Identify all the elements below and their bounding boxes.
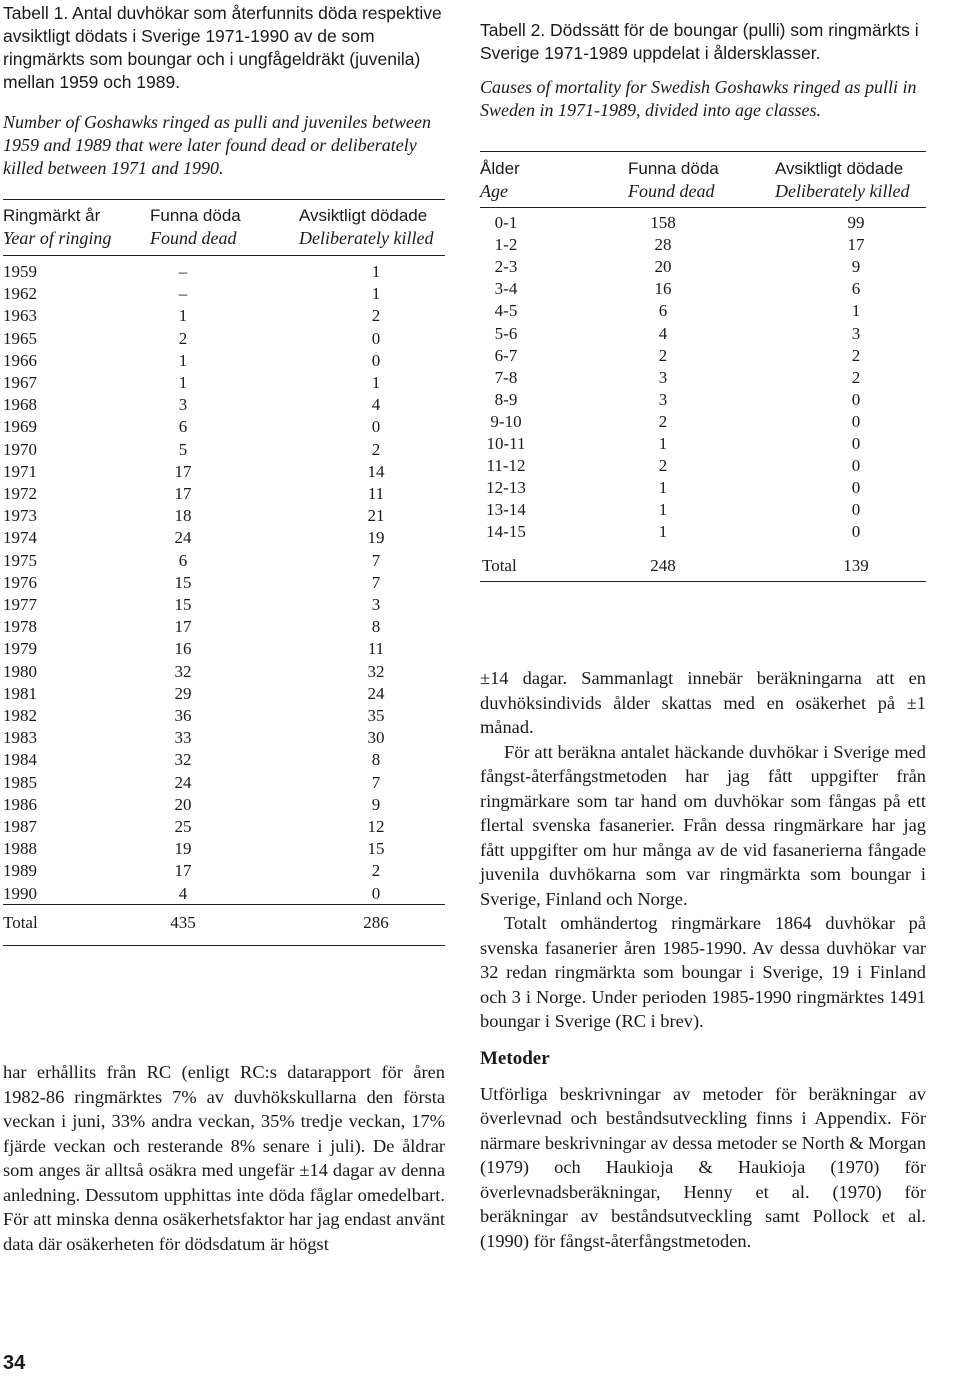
- table1-cell-killed: 7: [371, 772, 381, 792]
- table2-cell-found: 1: [658, 478, 668, 498]
- table1-cell-year: 1989: [3, 861, 37, 881]
- table1-cell-found: 3: [178, 395, 188, 415]
- table1-cell-found: 6: [178, 550, 188, 570]
- table1-cell-year: 1981: [3, 683, 37, 703]
- table1-cell-year: 1988: [3, 839, 37, 859]
- table1-cell-year: 1985: [3, 772, 37, 792]
- table1-col1-header-en: Year of ringing: [3, 228, 112, 248]
- table2-cell-age: 3-4: [494, 279, 518, 299]
- table1-cell-killed: 1: [371, 284, 381, 304]
- table1-cell-found: 17: [174, 861, 192, 881]
- table1-cell-found: 29: [174, 683, 192, 703]
- table1-cell-killed: 0: [371, 883, 381, 903]
- table2-cell-killed: 0: [851, 389, 861, 409]
- table1-cell-year: 1963: [3, 306, 37, 326]
- table2-cell-found: 28: [654, 235, 672, 255]
- table2-total-row: [480, 556, 926, 578]
- table1-cell-year: 1979: [3, 639, 37, 659]
- table1-cell-killed: 8: [371, 750, 381, 770]
- table1-cell-found: 15: [174, 572, 192, 592]
- table1-cell-year: 1974: [3, 528, 37, 548]
- table2-total-killed: 139: [843, 556, 869, 575]
- methods-heading: Metoder: [480, 1047, 550, 1069]
- table1-cell-killed: 24: [367, 683, 385, 703]
- table1-cell-year: 1975: [3, 550, 37, 570]
- table1-cell-found: 24: [174, 528, 192, 548]
- table1-cell-found: 32: [174, 661, 192, 681]
- table1-cell-found: 25: [174, 817, 192, 836]
- table1-cell-killed: 4: [371, 395, 381, 415]
- table2-cell-killed: 3: [851, 323, 861, 343]
- table1-cell-found: 24: [174, 772, 192, 792]
- right-paragraph-2: För att beräkna antalet häckande duvhökar i Sverige med fångst-återfångstmetoden har jag fått uppgifter från ringmärkare som tar hand om duvhökar som fångas på ett flertal svenska fasanerier. Från dessa ringmärkare har jag fått uppgifter om hur många av de vid fasanerierna fångade juvenila duvhökarna som var ringmärkta som boungar i Sverige, Finland och Norge.: [480, 741, 926, 909]
- table1-cell-found: 19: [174, 839, 192, 859]
- table2-cell-age: 6-7: [494, 345, 518, 365]
- right-paragraph-1: ±14 dagar. Sammanlagt innebär beräkningarna att en duvhöksindivids ålder skattas med en osäkerhet på ±1 månad.: [480, 668, 926, 737]
- table1-total-found: 435: [170, 913, 196, 932]
- table1-total-row: [3, 913, 445, 935]
- table2-col3-header-sv: Avsiktligt dödade: [775, 159, 904, 178]
- table1-cell-found: 1: [178, 306, 188, 326]
- table1-cell-killed: 3: [371, 595, 381, 614]
- right-paragraph-3: Totalt omhändertog ringmärkare 1864 duvhökar på svenska fasanerier åren 1985-1990. Av dessa duvhökar var 32 redan ringmärkta som boungar i Sverige, 19 i Finland och 3 i Norge. Under perioden 1985-1990 ringmärktes 1491 boungar i Sverige (RC i brev).: [480, 913, 926, 1031]
- table1-cell-found: 4: [178, 883, 188, 903]
- table1-cell-found: 1: [178, 350, 188, 370]
- table2-cell-found: 3: [658, 367, 668, 387]
- table2-cell-found: 1: [658, 434, 668, 453]
- table1-cell-found: 5: [178, 439, 188, 459]
- table1-cell-year: 1977: [3, 595, 37, 614]
- table1-cell-killed: 0: [371, 417, 381, 437]
- table1-cell-killed: 8: [371, 617, 381, 637]
- table1-cell-year: 1980: [3, 661, 37, 681]
- table1-bottom-rule: [3, 945, 445, 946]
- table2-cell-age: 1-2: [494, 235, 518, 255]
- table1-caption-en: Number of Goshawks ringed as pulli and juveniles between 1959 and 1989 that were later found dead or deliberately killed between 1971 and 1990.: [3, 112, 431, 178]
- table1-cell-killed: 11: [367, 639, 385, 659]
- table1-col1-header-sv: Ringmärkt år: [3, 206, 101, 225]
- table2-cell-killed: 0: [851, 500, 861, 520]
- table1-cell-year: 1968: [3, 395, 37, 415]
- table1-cell-found: 17: [174, 484, 192, 503]
- table1-cell-killed: 30: [367, 728, 385, 748]
- table1-cell-year: 1969: [3, 417, 37, 437]
- table1-cell-found: –: [178, 262, 188, 281]
- left-body-text: har erhållits från RC (enligt RC:s datarapport för åren 1982-86 ringmärktes 7% av duvhökskullarna den första veckan i juni, 33% andra veckan, 35% tredje veckan, 17% fjärde veckan och resterande 8% senare i juli). De åldrar som anges är alltså osäkra med ungefär ±14 dagar av denna anledning. Dessutom upphittas inte döda fåglar omedelbart. För att minska denna osäkerhetsfaktor har jag endast använt data där osäkerheten för dödsdatum är högst: [3, 1062, 445, 1254]
- table1-col2-header-sv: Funna döda: [150, 206, 241, 225]
- table2-col3-header-en: Deliberately killed: [775, 181, 910, 201]
- table2-caption-en: Causes of mortality for Swedish Goshawks ringed as pulli in Sweden in 1971-1989, divided into age classes.: [480, 77, 917, 120]
- table2-cell-age: 9-10: [490, 411, 522, 431]
- table2-cell-killed: 0: [851, 522, 861, 542]
- table1-top-rule: [3, 199, 445, 200]
- table2-cell-age: 0-1: [494, 213, 518, 232]
- table2-cell-found: 6: [658, 301, 668, 321]
- table1-cell-killed: 21: [367, 506, 385, 526]
- table2-cell-killed: 2: [851, 345, 861, 365]
- table2-cell-found: 16: [654, 279, 672, 299]
- table2-cell-found: 158: [650, 213, 676, 232]
- table1-cell-year: 1959: [3, 262, 37, 281]
- table2-col1-header-en: Age: [480, 181, 508, 201]
- table1-cell-year: 1965: [3, 328, 37, 348]
- table2-cell-killed: 0: [851, 434, 861, 453]
- table1-cell-year: 1978: [3, 617, 37, 637]
- table1-caption: [3, 2, 445, 180]
- table1-cell-killed: 7: [371, 572, 381, 592]
- table2-cell-found: 4: [658, 323, 668, 343]
- table1-cell-found: 17: [174, 617, 192, 637]
- table2-cell-killed: 0: [851, 411, 861, 431]
- table2-caption: [480, 19, 926, 122]
- table2-cell-killed: 1: [851, 301, 861, 321]
- table1-cell-year: 1973: [3, 506, 37, 526]
- table2-cell-age: 4-5: [494, 301, 518, 321]
- table2-header-rule: [480, 207, 926, 208]
- table2-header: [480, 159, 926, 205]
- table2-cell-found: 20: [654, 257, 672, 277]
- table2-cell-age: 7-8: [494, 367, 518, 387]
- table2-cell-age: 5-6: [494, 323, 518, 343]
- right-paragraph-4: Utförliga beskrivningar av metoder för beräkningar av överlevnad och beståndsutveckling finns i Appendix. För närmare beskrivningar av dessa metoder se North & Morgan (1979) och Haukioja & Haukioja (1970) för överlevnadsberäkningar, Henny et al. (1970) för beräkningar av beståndsutveckling samt Pollock et al. (1990) för fångst-återfångstmetoden.: [480, 1083, 927, 1251]
- table2-total-label: Total: [482, 556, 517, 575]
- table2-cell-killed: 2: [851, 367, 861, 387]
- table1-total-killed: 286: [363, 913, 389, 932]
- table1-cell-year: 1970: [3, 439, 37, 459]
- table2-cell-found: 1: [658, 500, 668, 520]
- table1-cell-year: 1986: [3, 794, 37, 814]
- table1-cell-killed: 12: [367, 817, 385, 836]
- table2-bottom-rule: [480, 581, 926, 582]
- table1-cell-year: 1984: [3, 750, 37, 770]
- table1-header-rule: [3, 255, 445, 256]
- table1-cell-found: 33: [174, 728, 192, 748]
- table2-cell-age: 13-14: [486, 500, 526, 520]
- table1-cell-found: 20: [174, 794, 192, 814]
- table1-cell-year: 1990: [3, 883, 37, 903]
- table1-col3-header-sv: Avsiktligt dödade: [299, 206, 428, 225]
- table1-cell-killed: 1: [371, 262, 381, 281]
- table1-cell-found: 6: [178, 417, 188, 437]
- table1-cell-killed: 2: [371, 439, 381, 459]
- table2-cell-found: 3: [658, 389, 668, 409]
- table2-cell-killed: 0: [851, 478, 861, 498]
- table2-cell-age: 10-11: [486, 434, 526, 453]
- table1-cell-year: 1966: [3, 350, 37, 370]
- table1-caption-sv: Tabell 1. Antal duvhökar som återfunnits döda respektive avsiktligt dödats i Sverige 1971-1990 av de som ringmärkts som boungar och i ungfågeldräkt (juvenila) mellan 1959 och 1989.: [3, 3, 442, 92]
- table1-cell-found: –: [178, 284, 188, 304]
- table2-cell-age: 8-9: [494, 389, 518, 409]
- table1-cell-killed: 19: [367, 528, 385, 548]
- table2-cell-killed: 17: [847, 235, 865, 255]
- table2-cell-found: 1: [658, 522, 668, 542]
- table2-col1-header-sv: Ålder: [480, 159, 520, 178]
- table1-cell-killed: 2: [371, 306, 381, 326]
- table2-cell-killed: 6: [851, 279, 861, 299]
- table1-cell-killed: 15: [367, 839, 385, 859]
- table2-cell-age: 14-15: [486, 522, 526, 542]
- page-number: 34: [3, 1352, 26, 1374]
- table1-cell-year: 1967: [3, 373, 37, 392]
- table1-cell-found: 32: [174, 750, 192, 770]
- table2-cell-age: 12-13: [486, 478, 526, 498]
- table1-cell-found: 18: [174, 506, 192, 526]
- table1-cell-found: 1: [178, 373, 188, 392]
- table1-cell-year: 1982: [3, 706, 37, 725]
- table1-cell-killed: 0: [371, 328, 381, 348]
- table2-cell-killed: 9: [851, 257, 861, 277]
- table2-caption-sv: Tabell 2. Dödssätt för de boungar (pulli) som ringmärkts i Sverige 1971-1989 uppdelat i åldersklasser.: [480, 20, 919, 63]
- table2-cell-age: 2-3: [494, 257, 518, 277]
- table1-cell-year: 1971: [3, 461, 37, 481]
- table2-cell-found: 2: [658, 345, 668, 365]
- table1-cell-killed: 0: [371, 350, 381, 370]
- table1-col3-header-en: Deliberately killed: [299, 228, 434, 248]
- table1-cell-year: 1972: [3, 484, 37, 503]
- table1-cell-killed: 11: [367, 484, 385, 503]
- table2-col2-header-sv: Funna döda: [628, 159, 719, 178]
- table1-cell-killed: 2: [371, 861, 381, 881]
- table2-cell-killed: 99: [847, 213, 865, 232]
- table1-cell-killed: 1: [371, 373, 381, 392]
- table1-cell-year: 1983: [3, 728, 37, 748]
- table1-cell-year: 1962: [3, 284, 37, 304]
- table1-cell-year: 1987: [3, 817, 37, 836]
- table1-cell-found: 15: [174, 595, 192, 614]
- table2-cell-found: 2: [658, 456, 668, 476]
- table1-total-rule: [3, 904, 445, 905]
- table1-cell-found: 16: [174, 639, 192, 659]
- table2-cell-killed: 0: [851, 456, 861, 476]
- table2-top-rule: [480, 151, 926, 152]
- table2-total-found: 248: [650, 556, 676, 575]
- table1-col2-header-en: Found dead: [150, 228, 237, 248]
- table1-cell-found: 17: [174, 461, 192, 481]
- table1-cell-killed: 9: [371, 794, 381, 814]
- table1-cell-killed: 35: [367, 706, 385, 725]
- table2-cell-found: 2: [658, 411, 668, 431]
- table1-cell-killed: 14: [367, 461, 385, 481]
- table1-cell-year: 1976: [3, 572, 37, 592]
- table2-cell-age: 11-12: [486, 456, 526, 476]
- table1-header: [3, 206, 445, 252]
- table1-cell-found: 36: [174, 706, 192, 725]
- right-body-text: [480, 666, 926, 1253]
- table1-cell-found: 2: [178, 328, 188, 348]
- table1-total-label: Total: [3, 913, 38, 932]
- table2-col2-header-en: Found dead: [628, 181, 715, 201]
- table1-cell-killed: 32: [367, 661, 385, 681]
- table1-cell-killed: 7: [371, 550, 381, 570]
